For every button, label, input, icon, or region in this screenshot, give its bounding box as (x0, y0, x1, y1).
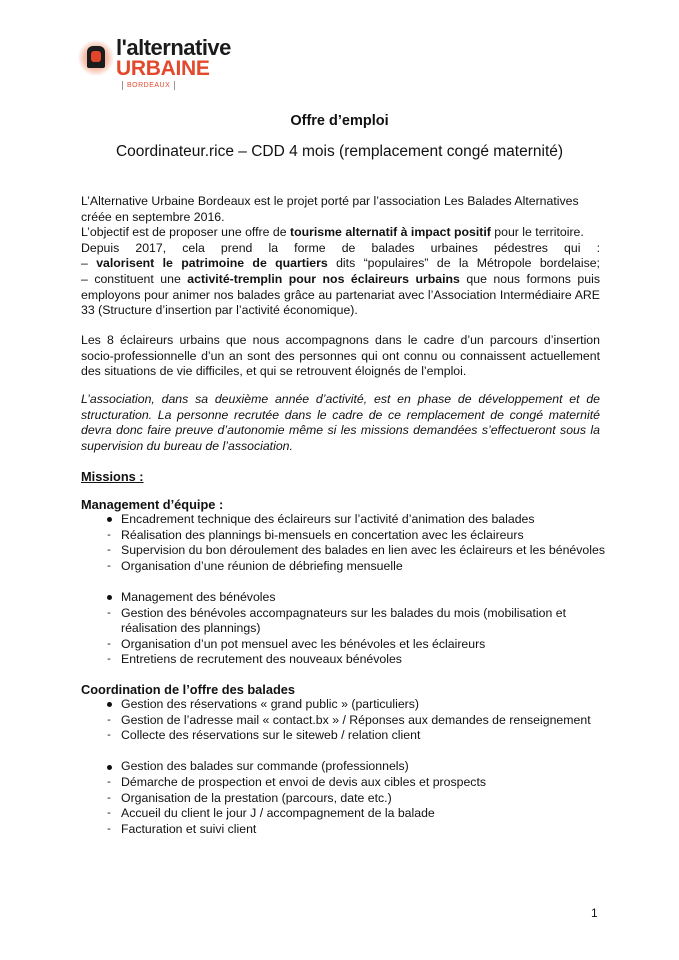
eclaireurs-paragraph: Les 8 éclaireurs urbains que nous accompagnons dans le cadre d’un parcours d’insertion socio-professionnelle d’un an sont des personnes qui ont connu ou connaissent actuellement des situations de vie difficiles, et qui se retrouvent éloignés de l’emploi. (81, 333, 600, 379)
section-heading-management: Management d’équipe : (81, 497, 224, 512)
list-item-sub (81, 637, 611, 653)
list-item-sub (81, 606, 611, 637)
list-item-text: Organisation d’une réunion de débriefing mensuelle (121, 558, 403, 573)
list-item-sub (81, 559, 611, 575)
intro-p4 (81, 256, 600, 272)
list-item-main (81, 590, 611, 606)
management-list (81, 512, 611, 668)
logo-line-2: URBAINE (116, 57, 210, 80)
dash-icon: - (107, 822, 111, 835)
dash-icon: - (107, 528, 111, 541)
page-title: Offre d’emploi (290, 113, 389, 129)
list-item-text: Gestion des réservations « grand public » (particuliers) (121, 697, 420, 711)
intro-p4-bold: valorisent le patrimoine de quartiers (96, 256, 328, 271)
list-item-text: Organisation d’un pot mensuel avec les bénévoles et les éclaireurs (121, 636, 486, 651)
intro-p1: L’Alternative Urbaine Bordeaux est le projet porté par l’association Les Balades Alternatives créée en septembre 2016. (81, 194, 579, 224)
dash-icon: - (107, 729, 111, 742)
dash-icon: - (107, 807, 111, 820)
dash-icon: - (107, 637, 111, 650)
bullet-icon (103, 697, 115, 713)
bullet-icon (103, 759, 115, 775)
association-paragraph: L’association, dans sa deuxième année d’activité, est en phase de développement et de structuration. La personne recrutée dans le cadre de ce remplacement de congé maternité devra donc faire preuve d’autonomie même si les missions demandées s’effectueront sous la supervision du bureau de l’association. (81, 392, 600, 453)
list-item-sub (81, 806, 611, 822)
list-item-text: Organisation de la prestation (parcours, date etc.) (121, 790, 392, 805)
list-item-text: Gestion des bénévoles accompagnateurs sur les balades du mois (mobilisation et réalisation des plannings) (121, 605, 566, 636)
job-subtitle: Coordinateur.rice – CDD 4 mois (remplacement congé maternité) (115, 143, 564, 160)
intro-p5-text-end: que nous formons puis employons pour animer nos balades grâce au partenariat avec l’Association Intermédiaire ARE 33 (Structure d’insertion par l’activité économique). (81, 271, 600, 318)
intro-section (81, 194, 600, 319)
list-item-text: Entretiens de recrutement des nouveaux bénévoles (121, 652, 402, 667)
list-item-text: Réalisation des plannings bi-mensuels en concertation avec les éclaireurs (121, 527, 524, 542)
list-item-text: Encadrement technique des éclaireurs sur l’activité d’animation des balades (121, 512, 535, 526)
intro-p4-text: dits “populaires” de la Métropole bordelaise; (327, 256, 600, 271)
coordination-list (81, 697, 611, 837)
section-heading-coordination: Coordination de l’offre des balades (81, 682, 296, 697)
dash-icon: - (107, 791, 111, 804)
logo-line-1: l'alternative (116, 35, 231, 60)
bullet-icon (103, 512, 115, 528)
list-item-text: Supervision du bon déroulement des balades en lien avec les éclaireurs et les bénévoles (121, 543, 605, 558)
intro-p2-text-end: pour le territoire. (490, 225, 584, 240)
lantern-light-icon (91, 51, 101, 62)
logo (78, 35, 231, 96)
list-item-sub (81, 528, 611, 544)
intro-p5-bold: activité-tremplin pour nos éclaireurs urbains (187, 271, 460, 286)
list-item-text: Démarche de prospection et envoi de devis aux cibles et prospects (121, 774, 487, 789)
list-item-sub (81, 728, 611, 744)
dash-icon: - (107, 775, 111, 788)
list-item-main (81, 512, 611, 528)
list-item-text: Accueil du client le jour J / accompagnement de la balade (121, 806, 435, 821)
intro-p5-text: – constituent une (81, 271, 188, 286)
intro-p2-text: L’objectif est de proposer une offre de (81, 225, 290, 240)
list-item-sub (81, 543, 611, 559)
list-item-text: Collecte des réservations sur le siteweb / relation client (121, 728, 421, 743)
logo-city: BORDEAUX (122, 81, 175, 90)
list-item-text: Facturation et suivi client (121, 821, 257, 836)
list-item-sub (81, 791, 611, 807)
intro-p4-dash: – (81, 256, 97, 271)
list-item-text: Gestion des balades sur commande (professionnels) (121, 759, 409, 774)
missions-heading: Missions : (81, 469, 144, 484)
dash-icon: - (107, 559, 111, 572)
dash-icon: - (107, 606, 111, 619)
dash-icon: - (107, 713, 111, 726)
list-item-main (81, 697, 611, 713)
list-item-text: Management des bénévoles (121, 589, 276, 604)
list-item-sub (81, 775, 611, 791)
dash-icon: - (107, 653, 111, 666)
bullet-icon (103, 590, 115, 606)
list-item-main (81, 759, 611, 775)
dash-icon: - (107, 544, 111, 557)
list-item-sub (81, 822, 611, 838)
page-number: 1 (591, 906, 598, 920)
list-item-sub (81, 652, 611, 668)
list-item-sub (81, 713, 611, 729)
intro-p2 (81, 225, 600, 241)
list-item-text: Gestion de l’adresse mail « contact.bx » / Réponses aux demandes de renseignement (121, 712, 591, 727)
intro-p5 (81, 272, 600, 319)
intro-p2-bold: tourisme alternatif à impact positif (289, 225, 491, 240)
intro-p3: Depuis 2017, cela prend la forme de balades urbaines pédestres qui : (81, 240, 600, 255)
